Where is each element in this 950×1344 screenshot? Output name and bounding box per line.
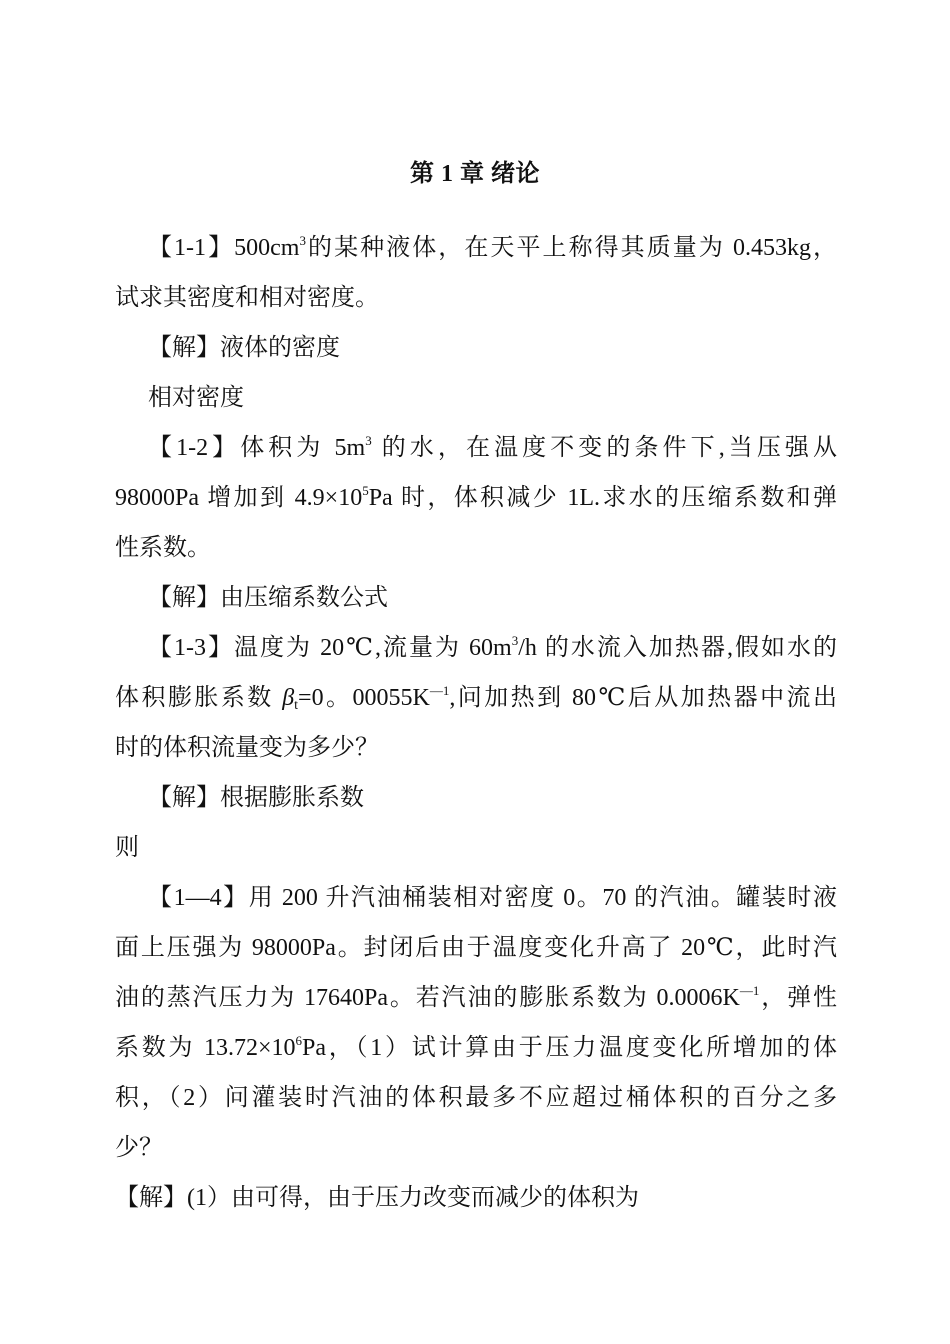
solution-1-3-expansion: 【解】根据膨胀系数 xyxy=(148,785,364,811)
superscript: 5 xyxy=(362,483,369,498)
text-run: Pa，（1）试计算由于压力温度变化所增加的体 xyxy=(302,1035,837,1061)
problem-1-4-line-2: 面上压强为 98000Pa。封闭后由于温度变化升高了 20℃，此时汽 xyxy=(115,935,837,961)
problem-1-2-line-3: 性系数。 xyxy=(115,535,211,561)
solution-1-2: 【解】由压缩系数公式 xyxy=(148,585,388,611)
beta-symbol: β xyxy=(282,685,295,711)
problem-1-3-line-2 xyxy=(115,680,837,716)
problem-1-4-line-4 xyxy=(115,1030,837,1066)
superscript: 3 xyxy=(299,233,306,248)
problem-1-1-line-1 xyxy=(148,230,837,266)
text-run: 体积膨胀系数 xyxy=(115,685,283,711)
solution-1-3-then: 则 xyxy=(115,835,139,861)
text-run: ，弹性 xyxy=(759,985,837,1011)
text-run: /h 的水流入加热器,假如水的 xyxy=(518,635,837,661)
superscript: 6 xyxy=(295,1033,303,1048)
superscript: 3 xyxy=(365,433,372,448)
text-run: 【1-2】体积为 5m xyxy=(148,435,366,461)
subscript: t xyxy=(294,698,299,713)
problem-1-2-line-1 xyxy=(148,430,837,466)
solution-1-4: 【解】(1）由可得，由于压力改变而减少的体积为 xyxy=(115,1185,639,1211)
text-run: 油的蒸汽压力为 17640Pa。若汽油的膨胀系数为 0.0006K xyxy=(115,985,740,1011)
problem-1-4-line-5: 积，（2）问灌装时汽油的体积最多不应超过桶体积的百分之多 xyxy=(115,1085,837,1111)
chapter-title: 第 1 章 绪论 xyxy=(410,161,540,187)
text-run: ,问加热到 80℃后从加热器中流出 xyxy=(449,685,837,711)
superscript: —1 xyxy=(739,983,760,998)
text-run: 的水，在温度不变的条件下,当压强从 xyxy=(371,435,837,461)
solution-1-1-density: 【解】液体的密度 xyxy=(148,335,340,361)
text-run: =0。00055K xyxy=(298,685,430,711)
problem-1-3-line-3: 时的体积流量变为多少？ xyxy=(115,735,379,761)
text-run: 【1-3】温度为 20℃,流量为 60m xyxy=(148,635,512,661)
problem-1-4-line-6: 少？ xyxy=(115,1135,163,1161)
problem-1-1-line-2: 试求其密度和相对密度。 xyxy=(115,285,379,311)
text-run: 【1-1】500cm xyxy=(148,235,300,261)
text-run: 系数为 13.72×10 xyxy=(115,1035,296,1061)
superscript: —1 xyxy=(429,683,450,698)
problem-1-3-line-1 xyxy=(148,630,837,666)
problem-1-2-line-2 xyxy=(115,480,837,516)
superscript: 3 xyxy=(511,633,519,648)
text-run: 的某种液体，在天平上称得其质量为 0.453kg， xyxy=(305,235,838,261)
problem-1-4-line-1: 【1—4】用 200 升汽油桶装相对密度 0。70 的汽油。罐装时液 xyxy=(148,885,837,911)
text-run: Pa 时，体积减少 1L.求水的压缩系数和弹 xyxy=(368,485,837,511)
solution-1-1-relative-density: 相对密度 xyxy=(148,385,244,411)
problem-1-4-line-3 xyxy=(115,980,837,1016)
text-run: 98000Pa 增加到 4.9×10 xyxy=(115,485,363,511)
